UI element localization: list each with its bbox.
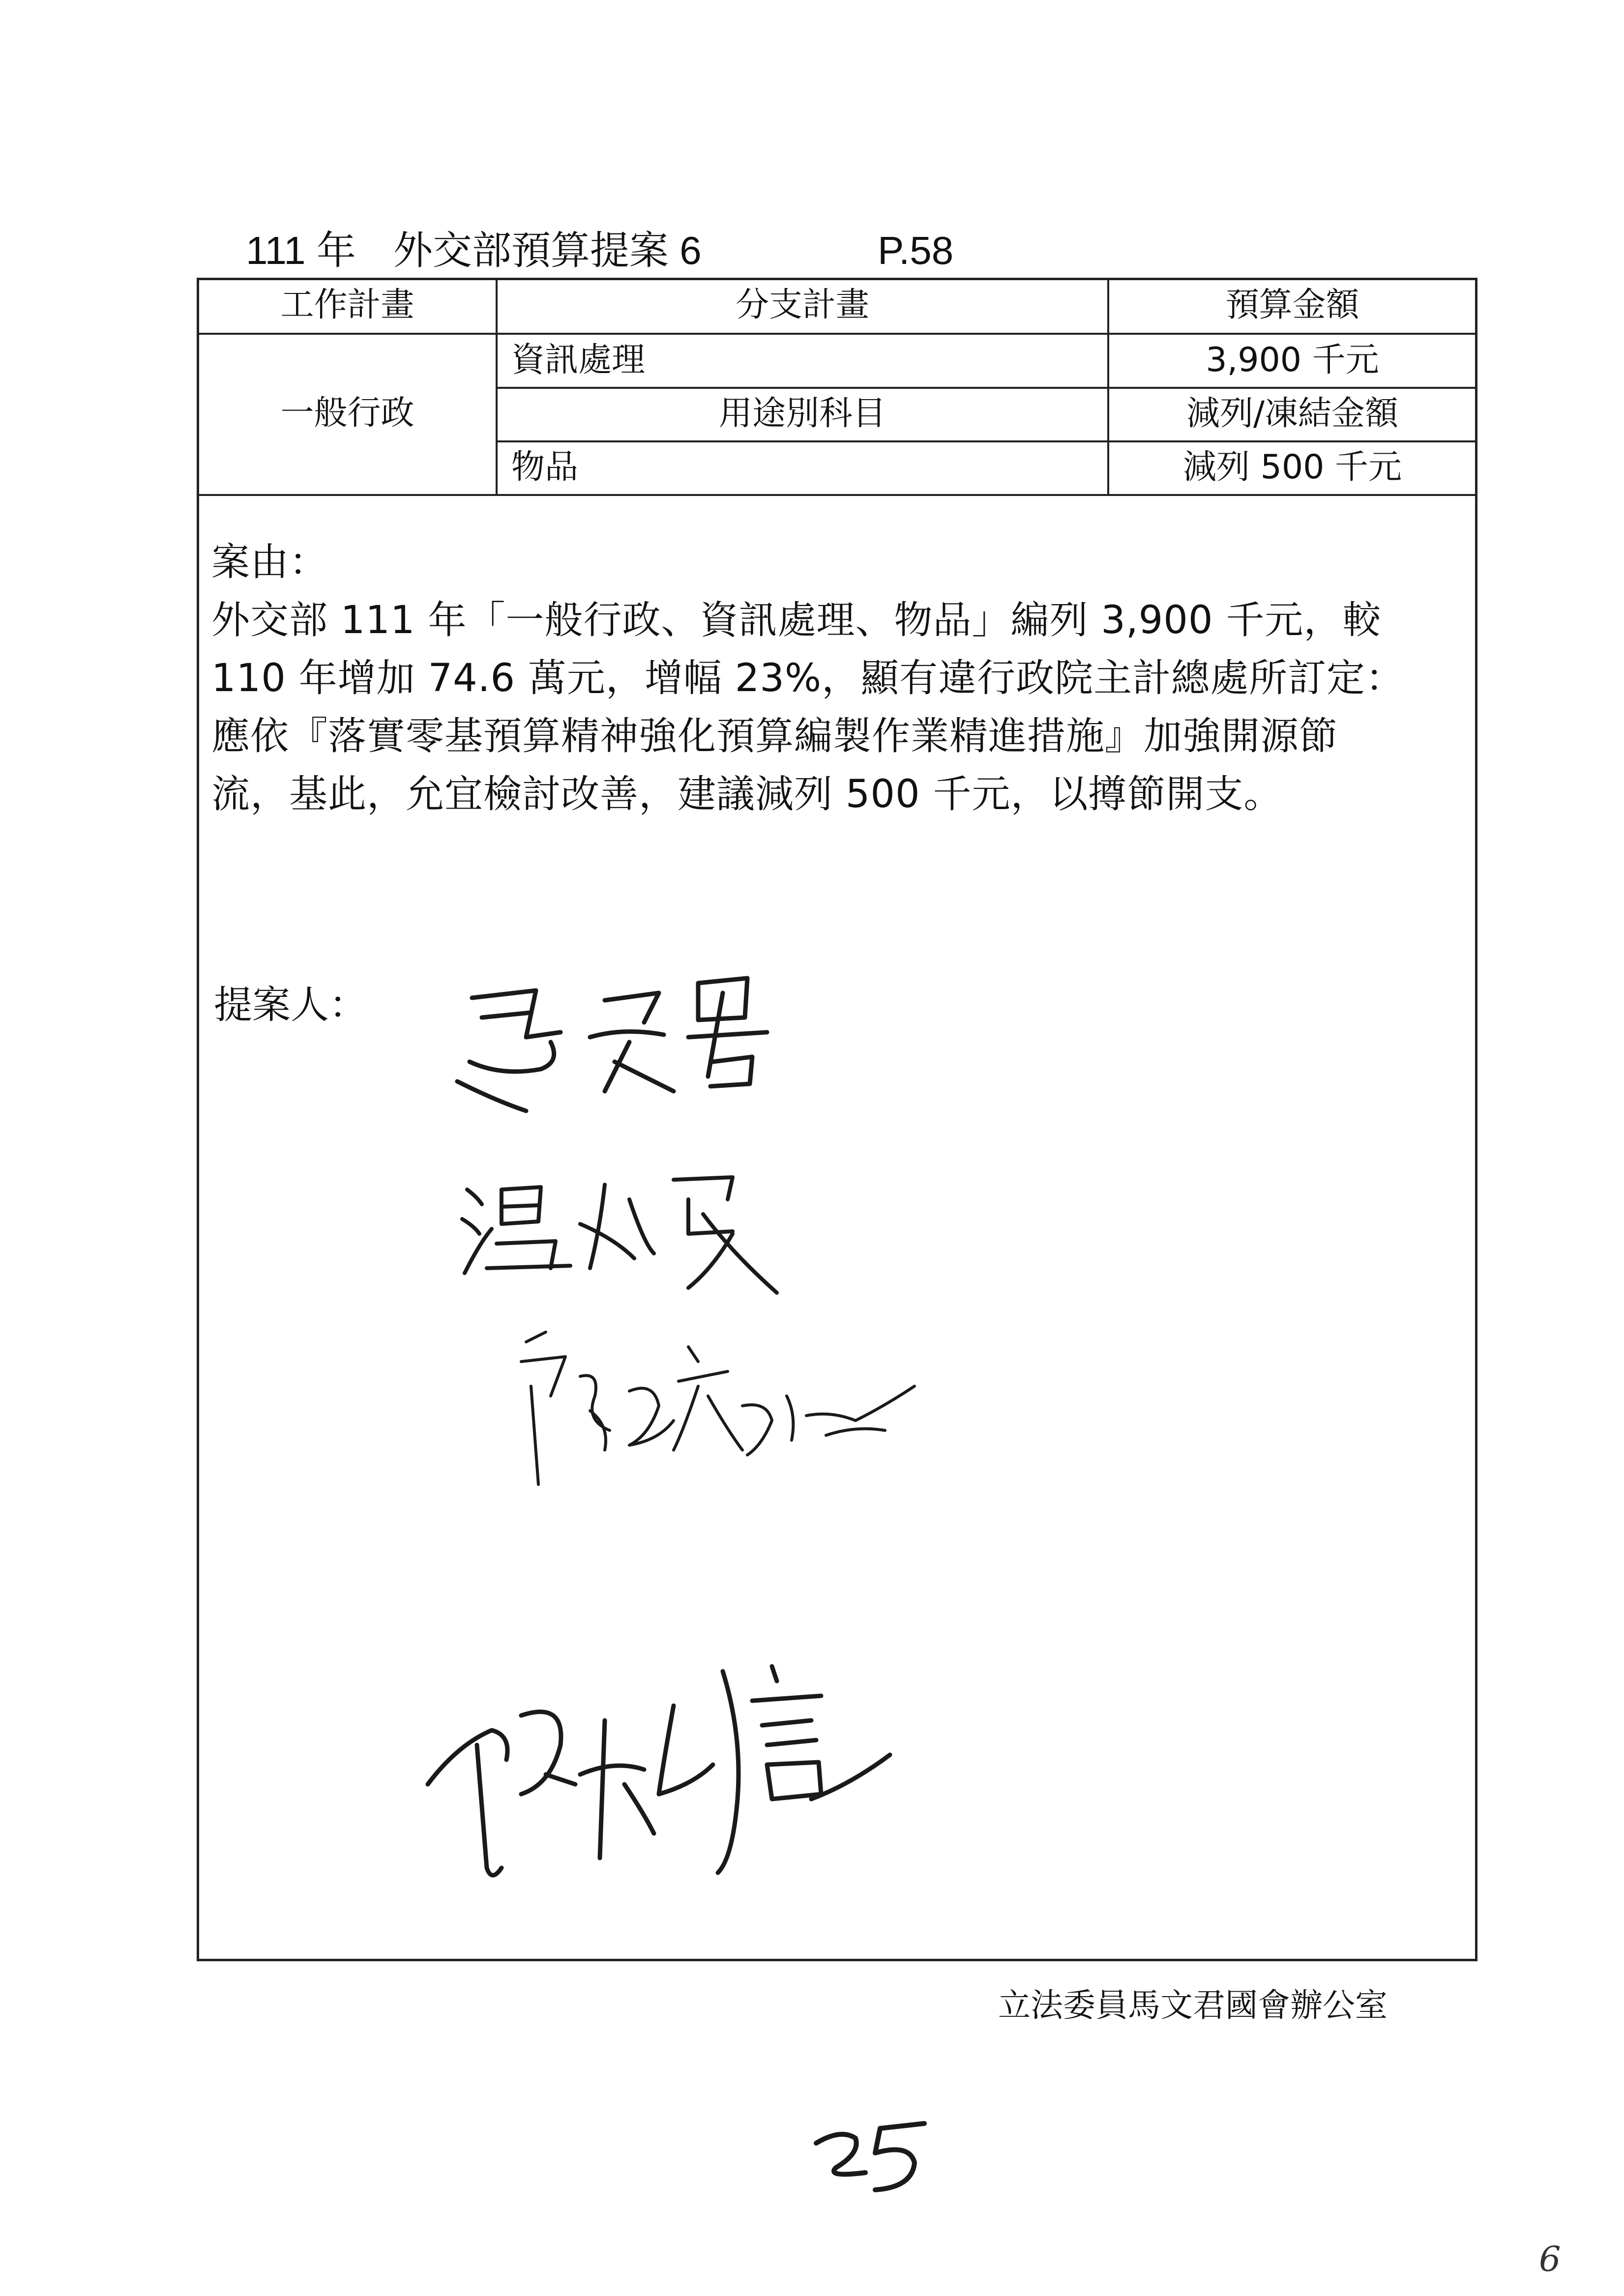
budget-amount-value: 3,900 千元	[1206, 341, 1379, 379]
case-line: 外交部 111 年「一般行政、資訊處理、物品」編列 3,900 千元，較	[211, 598, 1382, 642]
column-header-item: 用途別科目	[718, 394, 886, 433]
signature-image	[443, 963, 787, 1126]
office-label: 立法委員馬文君國會辦公室	[998, 1986, 1388, 2024]
work-plan-value: 一般行政	[280, 394, 414, 433]
column-header-budget-amount: 預算金額	[1225, 286, 1359, 324]
page-number: 6	[1539, 2239, 1561, 2279]
case-label: 案由：	[211, 540, 328, 584]
case-line: 110 年增加 74.6 萬元，增幅 23%，顯有違行政院主計總處所訂定：	[211, 656, 1405, 700]
table-divider	[197, 333, 1477, 335]
column-header-work-plan: 工作計畫	[280, 286, 414, 324]
proposer-label: 提案人：	[214, 983, 368, 1027]
case-line: 流，基此，允宜檢討改善，建議減列 500 千元，以撙節開支。	[211, 772, 1283, 816]
header-page-ref: P.58	[878, 229, 954, 272]
case-section	[211, 533, 1470, 823]
signature-image	[418, 1637, 934, 1912]
column-header-cut-amount: 減列/凍結金額	[1186, 394, 1398, 433]
column-header-sub-plan: 分支計畫	[735, 286, 869, 324]
signature-image	[511, 1322, 919, 1489]
sub-plan-value: 資訊處理	[511, 341, 646, 379]
table-divider	[497, 440, 1477, 442]
case-line: 應依『落實零基預算精神強化預算編製作業精進措施』加強開源節	[211, 714, 1338, 758]
table-divider	[197, 494, 1477, 496]
document-header	[246, 224, 1033, 278]
header-title: 外交部預算提案 6	[393, 229, 702, 272]
item-value: 物品	[511, 448, 579, 487]
table-divider	[497, 387, 1477, 389]
signature-image	[457, 1170, 811, 1298]
cut-amount-value: 減列 500 千元	[1182, 448, 1402, 487]
header-year: 111 年	[246, 229, 356, 272]
handwritten-page-mark	[806, 2114, 934, 2197]
